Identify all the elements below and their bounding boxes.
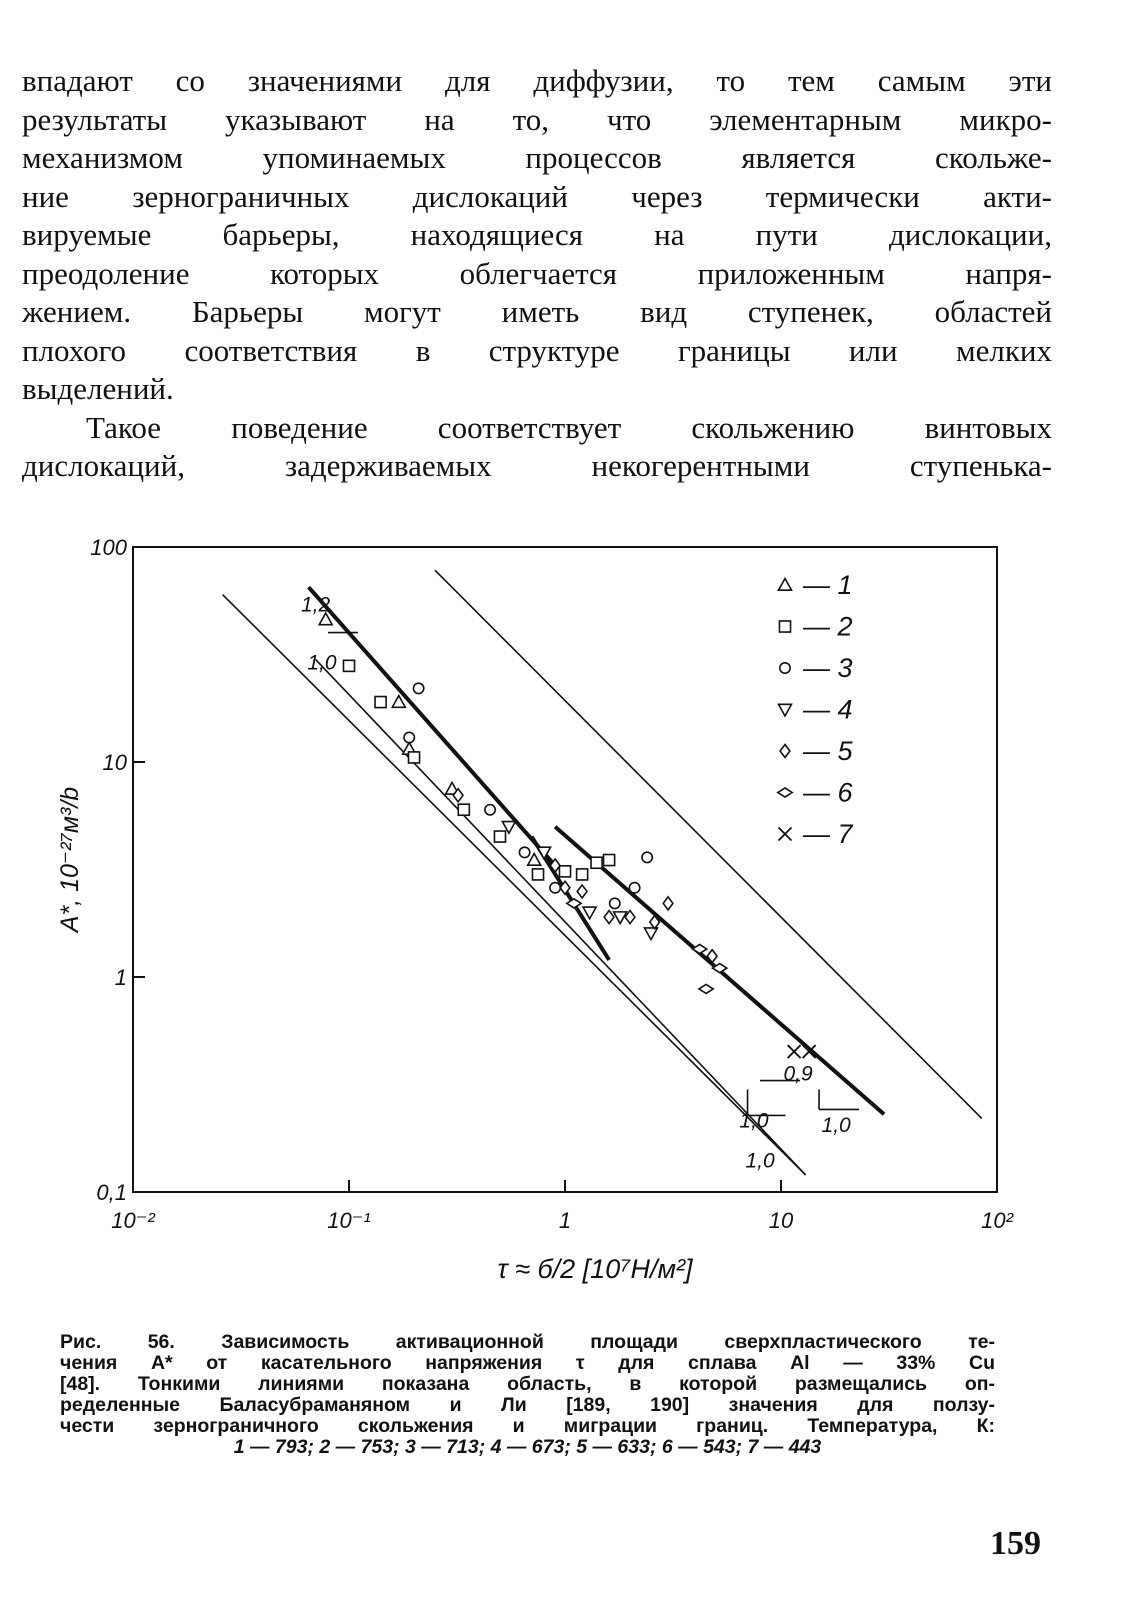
activation-area-chart (0, 520, 1146, 1300)
data-point-series-3 (550, 883, 560, 893)
x-tick-label: 10² (981, 1208, 1013, 1233)
text-line: результаты указывают на то, что элементарным микро- (22, 101, 1052, 137)
legend-marker-6 (778, 788, 792, 797)
text-line: механизмом упоминаемых процессов является скольже- (22, 140, 1052, 175)
y-axis-label: A*, 10⁻²⁷м³/b (56, 786, 84, 933)
data-point-series-2 (343, 660, 354, 671)
legend-marker-4 (779, 704, 792, 716)
legend-marker-1 (779, 579, 792, 591)
data-point-series-1 (392, 696, 405, 708)
data-point-series-3 (629, 883, 639, 893)
legend-label: — 6 (803, 777, 853, 808)
page-number: 159 (990, 1525, 1041, 1562)
legend-label: — 7 (803, 819, 853, 849)
caption-temperatures: 1 — 793; 2 — 753; 3 — 713; 4 — 673; 5 — 633; 6 — 543; 7 — 443 (233, 1436, 822, 1458)
slope-label: 0,9 (783, 1062, 813, 1086)
text-line: Такое поведение соответствует скольжению винтовых (86, 409, 1052, 445)
data-point-series-2 (408, 752, 419, 763)
slope-label: 1,0 (745, 1149, 775, 1173)
legend-label: — 2 (803, 611, 853, 642)
text-line: ние зернограничных дислокаций через термически акти- (22, 178, 1052, 214)
caption-line: чения A* от касательного напряжения τ для сплава Al — 33% Cu (60, 1352, 995, 1374)
boundary-line (223, 595, 806, 1175)
data-point-series-3 (485, 804, 495, 814)
x-tick-label: 10 (768, 1208, 794, 1233)
x-axis-label: τ ≈ б/2 [10⁷Н/м²] (497, 1254, 693, 1284)
slope-label: 1,0 (739, 1109, 769, 1133)
figure-caption (60, 1332, 995, 1458)
legend-label: — 4 (803, 694, 853, 725)
x-tick-label: 10⁻² (111, 1208, 155, 1233)
caption-line: Рис. 56. Зависимость активационной площади сверхпластического те- (60, 1331, 995, 1353)
y-tick-label: 100 (90, 535, 127, 560)
text-line: дислокаций, задерживаемых некогерентными ступенька- (22, 448, 1052, 483)
data-point-series-6 (567, 899, 581, 908)
legend-marker-5 (780, 745, 790, 758)
data-point-series-6 (699, 984, 713, 993)
slope-label: 1,0 (307, 651, 337, 675)
data-point-series-2 (494, 831, 505, 842)
data-point-series-6 (692, 944, 706, 953)
caption-line: чести зернограничного скольжения и миграции границ. Температура, К: (60, 1415, 995, 1437)
legend-label: — 5 (803, 736, 853, 766)
data-point-series-2 (559, 866, 570, 877)
text-line: выделений. (22, 371, 174, 406)
data-point-series-2 (532, 869, 543, 880)
data-point-series-3 (642, 852, 652, 862)
data-point-series-5 (604, 911, 614, 924)
caption-line: [48]. Тонкими линиями показана область, в которой размещались оп- (60, 1373, 995, 1395)
data-point-series-2 (591, 857, 602, 868)
y-tick-label: 0,1 (96, 1180, 127, 1205)
text-line: вируемые барьеры, находящиеся на пути дислокации, (22, 217, 1052, 252)
fit-line (309, 587, 556, 865)
text-line: впадают со значениями для диффузии, то тем самым эти (22, 63, 1052, 98)
data-point-series-3 (413, 683, 423, 693)
y-tick-label: 10 (102, 750, 127, 775)
legend-marker-2 (779, 621, 790, 632)
boundary-line (316, 659, 806, 1175)
data-point-series-4 (644, 928, 657, 940)
data-point-series-2 (604, 855, 615, 866)
text-line: жением. Барьеры могут иметь вид ступенек, областей (22, 294, 1052, 329)
slope-label: 1,0 (821, 1114, 851, 1138)
data-point-series-5 (663, 897, 673, 910)
data-point-series-4 (583, 907, 596, 919)
data-point-series-2 (375, 697, 386, 708)
y-tick-label: 1 (114, 965, 127, 990)
legend-label: — 1 (803, 570, 853, 600)
text-line: преодоление которых облегчается приложенным напря- (22, 255, 1052, 291)
legend-marker-7 (779, 828, 792, 841)
slope-label: 1,2 (300, 593, 331, 617)
legend-marker-3 (780, 663, 790, 673)
data-point-series-2 (458, 804, 469, 815)
caption-line: ределенные Баласубраманяном и Ли [189, 190] значения для ползу- (60, 1394, 995, 1416)
data-point-series-3 (610, 898, 620, 908)
x-tick-label: 10⁻¹ (327, 1208, 371, 1233)
x-tick-label: 1 (558, 1208, 572, 1233)
data-point-series-2 (577, 869, 588, 880)
boundary-line (435, 570, 982, 1118)
data-point-series-5 (577, 885, 587, 898)
data-point-series-7 (788, 1045, 801, 1058)
data-point-series-3 (519, 847, 529, 857)
legend-label: — 3 (803, 653, 853, 683)
data-point-series-3 (404, 732, 414, 742)
body-text (22, 62, 1052, 486)
text-line: плохого соответствия в структуре границы или мелких (22, 332, 1052, 368)
